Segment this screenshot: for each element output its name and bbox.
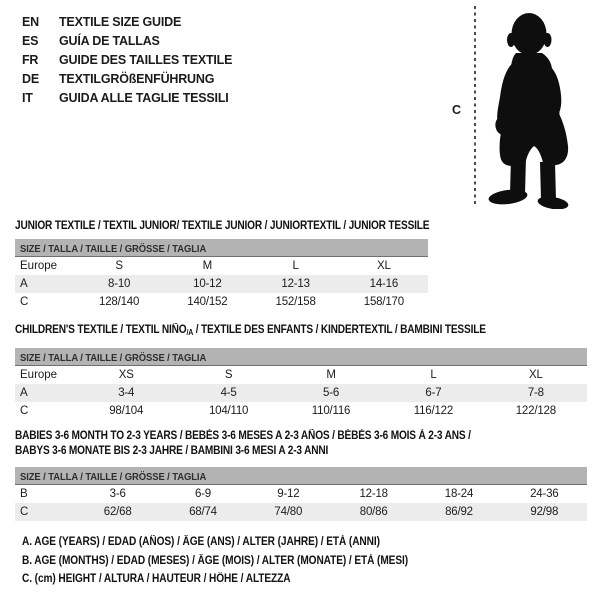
cell: XL — [377, 260, 391, 272]
babies-textile-section — [15, 429, 587, 521]
table-row — [15, 366, 587, 384]
language-row-es — [22, 32, 232, 51]
cell: 98/104 — [109, 405, 144, 417]
language-title: GUÍA DE TALLAS — [59, 34, 160, 48]
size-header-label: SIZE / TALLA / TAILLE / GRÖSSE / TAGLIA — [20, 243, 207, 255]
table-row — [15, 485, 587, 503]
title-text: CHILDREN'S TEXTILE / TEXTIL NIÑO — [15, 324, 187, 336]
language-row-fr — [22, 51, 232, 70]
legend — [22, 533, 461, 589]
language-title: TEXTILGRÖßENFÜHRUNG — [59, 72, 215, 86]
language-row-en — [22, 13, 232, 32]
table-row — [15, 503, 587, 521]
language-code: EN — [22, 15, 39, 29]
cell: 104/110 — [208, 405, 249, 417]
cell: 80/86 — [359, 506, 388, 518]
cell: 8-10 — [108, 278, 131, 290]
size-header-label: SIZE / TALLA / TAILLE / GRÖSSE / TAGLIA — [20, 352, 207, 364]
cell: L — [292, 260, 299, 272]
cell: 3-4 — [118, 387, 135, 399]
language-code: DE — [22, 72, 39, 86]
junior-size-table — [15, 239, 428, 311]
table-title — [15, 429, 587, 459]
cell: 12-13 — [281, 278, 310, 290]
table-row — [15, 384, 587, 402]
cell: 9-12 — [277, 488, 300, 500]
row-label: A — [20, 278, 28, 290]
cell: 68/74 — [189, 506, 217, 518]
height-dotted-line — [474, 6, 476, 205]
cell: XS — [118, 369, 134, 381]
cell: 5-6 — [323, 387, 340, 399]
cell: 7-8 — [527, 387, 544, 399]
legend-line-c: C. (cm) HEIGHT / ALTURA / HAUTEUR / HÖHE / ALTEZZA — [22, 573, 291, 585]
language-code: FR — [22, 53, 39, 67]
legend-line-b: B. AGE (MONTHS) / EDAD (MESES) / ÂGE (MOIS) / ALTER (MONATE) / ETÀ (MESI) — [22, 554, 409, 567]
size-header-label: SIZE / TALLA / TAILLE / GRÖSSE / TAGLIA — [20, 471, 207, 483]
title-text: / TEXTILE DES ENFANTS / KINDERTEXTIL / BAMBINI TESSILE — [193, 324, 486, 336]
language-title: GUIDA ALLE TAGLIE TESSILI — [59, 91, 229, 105]
cell: 74/80 — [274, 506, 303, 518]
cell: 18-24 — [444, 488, 474, 500]
row-label: C — [20, 296, 29, 308]
row-label: Europe — [20, 260, 58, 272]
table-row — [15, 402, 587, 420]
cell: 6-9 — [194, 488, 211, 500]
cell: 122/128 — [515, 405, 556, 417]
children-textile-section — [15, 324, 587, 420]
cell: 10-12 — [193, 278, 222, 290]
language-code: IT — [22, 91, 33, 105]
junior-textile-section — [15, 220, 428, 311]
cell: S — [224, 369, 233, 381]
cell: L — [430, 369, 437, 381]
cell: 140/152 — [187, 296, 228, 308]
row-label: C — [20, 405, 29, 417]
cell: S — [115, 260, 123, 272]
legend-line-a: A. AGE (YEARS) / EDAD (AÑOS) / ÂGE (ANS) / ALTER (JAHRE) / ETÀ (ANNI) — [22, 536, 380, 548]
row-label: C — [20, 506, 29, 518]
language-row-de — [22, 70, 232, 89]
cell: 116/122 — [413, 405, 454, 417]
table-title — [15, 324, 518, 337]
language-title: GUIDE DES TAILLES TEXTILE — [59, 53, 233, 67]
cell: 3-6 — [109, 488, 126, 500]
row-label: A — [20, 387, 28, 399]
cell: 4-5 — [220, 387, 237, 399]
title-line-1: BABIES 3-6 MONTH TO 2-3 YEARS / BEBÉS 3-6 MESES A 2-3 AÑOS / BÉBÉS 3-6 MOIS À 2-3 ANS / — [15, 430, 471, 442]
size-header-band — [15, 348, 587, 366]
language-code: ES — [22, 34, 39, 48]
title-subscript: /A — [186, 328, 194, 337]
children-size-table — [15, 348, 587, 420]
table-row — [15, 275, 428, 293]
language-list — [22, 13, 232, 108]
cell: M — [202, 260, 213, 272]
cell: 12-18 — [359, 488, 388, 500]
table-row — [15, 293, 428, 311]
language-title: TEXTILE SIZE GUIDE — [59, 15, 182, 29]
babies-size-table — [15, 467, 587, 521]
size-header-band — [15, 467, 587, 485]
cell: XL — [528, 369, 543, 381]
height-measure-label: C — [452, 103, 462, 117]
row-label: Europe — [20, 369, 58, 381]
cell: 92/98 — [530, 506, 559, 518]
row-label: B — [20, 488, 28, 500]
cell: 152/158 — [275, 296, 316, 308]
cell: 62/68 — [103, 506, 132, 518]
title-line-2: BABYS 3-6 MONATE BIS 2-3 JAHRE / BAMBINI 3-6 MESI A 2-3 ANNI — [15, 445, 329, 457]
cell: 24-36 — [530, 488, 559, 500]
table-title: JUNIOR TEXTILE / TEXTIL JUNIOR/ TEXTILE JUNIOR / JUNIORTEXTIL / JUNIOR TESSILE — [15, 220, 430, 232]
table-row — [15, 257, 428, 275]
cell: 158/170 — [363, 296, 404, 308]
size-header-band — [15, 239, 428, 257]
cell: M — [326, 369, 336, 381]
cell: 128/140 — [99, 296, 140, 308]
cell: 6-7 — [425, 387, 442, 399]
baby-silhouette-icon — [483, 7, 595, 209]
cell: 110/116 — [311, 405, 351, 417]
cell: 86/92 — [445, 506, 473, 518]
language-row-it — [22, 89, 232, 108]
cell: 14-16 — [369, 278, 399, 290]
